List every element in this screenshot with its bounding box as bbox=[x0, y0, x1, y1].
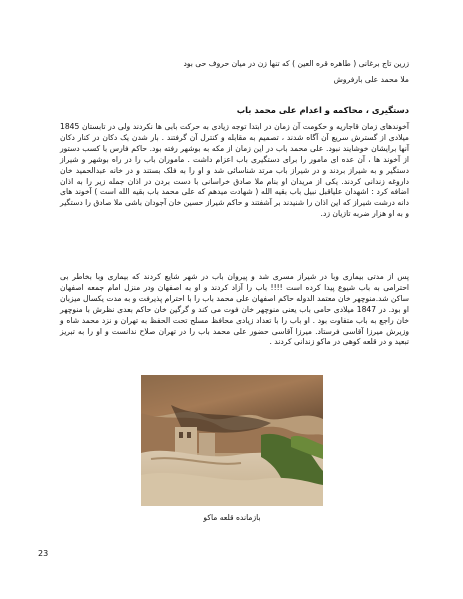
maku-castle-photo bbox=[141, 375, 323, 506]
paragraph-1: آخوندهای زمان قاجاریه و حکومت آن زمان در ابتدا توجه زیادی به حرکت بابی ها نکردند ولی در تابستان 1845 میلادی از گسترش سریع آن آگاه شدند ، تصمیم به مقابله و کنترل آن گرفتند . بار شدن یک دکان در کنار دکان آنها برایشان خوشایند نبود. علی محمد باب در این زمان از مکه به بوشهر رفته بود. حاکم فارس با کسب دستور از آخوند ها ، آن عده ای مامور را برای دستگیری باب اعزام داشت . ماموران باب را در راه بوشهر و شیراز دستگیر و به شیراز بردند و در شیراز باب مرتد شناسائی شد و او را به فلک بستند و در خانه عبدالحمید خان داروغه زندانی کردند. یکی از مریدان او بنام ملا صادق خراسانی با دست بردن در اذان جمله زیر را به اذان اضافه کرد : اشهدان علیاقبل نبیل باب بقیه الله ( شهادت میدهم که علی محمد باب بقیه الله است ) آخوند های دانه درشت شیراز که این اذان را شنیدند بر آشفتند و حاکم شیراز حسین خان آجودان باشی ملا صادق را دستگیر و به او هزار ضربه تازیان زد. bbox=[60, 122, 409, 219]
section-heading: دستگیری ، محاکمه و اعدام علی محمد باب bbox=[236, 105, 409, 115]
figure-caption: بازمانده قلعه ماکو bbox=[203, 513, 261, 522]
maku-castle-image bbox=[141, 375, 323, 506]
page-number: 23 bbox=[38, 549, 49, 558]
intro-line-1: زرین تاج برغانی ( طاهره قره العین ) که تنها زن در میان حروف حی بود bbox=[183, 59, 409, 68]
paragraph-2: پس از مدتی بیماری وبا در شیراز مسری شد و پیروان باب در شهر شایع کردند که بیماری وبا بخاطر بی احترامی به باب شیوع پیدا کرده است !!!! باب را آزاد کردند و او به اصفهان ودر منزل امام جمعه اصفهان ساکن شد.منوچهر خان معتمد الدوله حاکم اصفهان علی محمد باب را با احترام پذیرفت و به مدت یکسال میزبان او بود. در 1847 میلادی حامی باب یعنی منوچهر خان فوت می کند و گرگین خان حاکم بعدی نظرش با منوچهر خان راجع به باب متفاوت بود . او باب را با تعداد زیادی محافظ مسلح تحت الحفظ به تهران و نزد محمد شاه و وزیرش میرزا آقاسی فرستاد. میرزا آقاسی حضور علی محمد باب را در تهران صلاح ندانست و او را به تبریز تبعید و در قلعه کوهی در ماکو زندانی کردند . bbox=[60, 272, 409, 347]
intro-line-2: ملا محمد علی بارفروش bbox=[333, 75, 409, 84]
